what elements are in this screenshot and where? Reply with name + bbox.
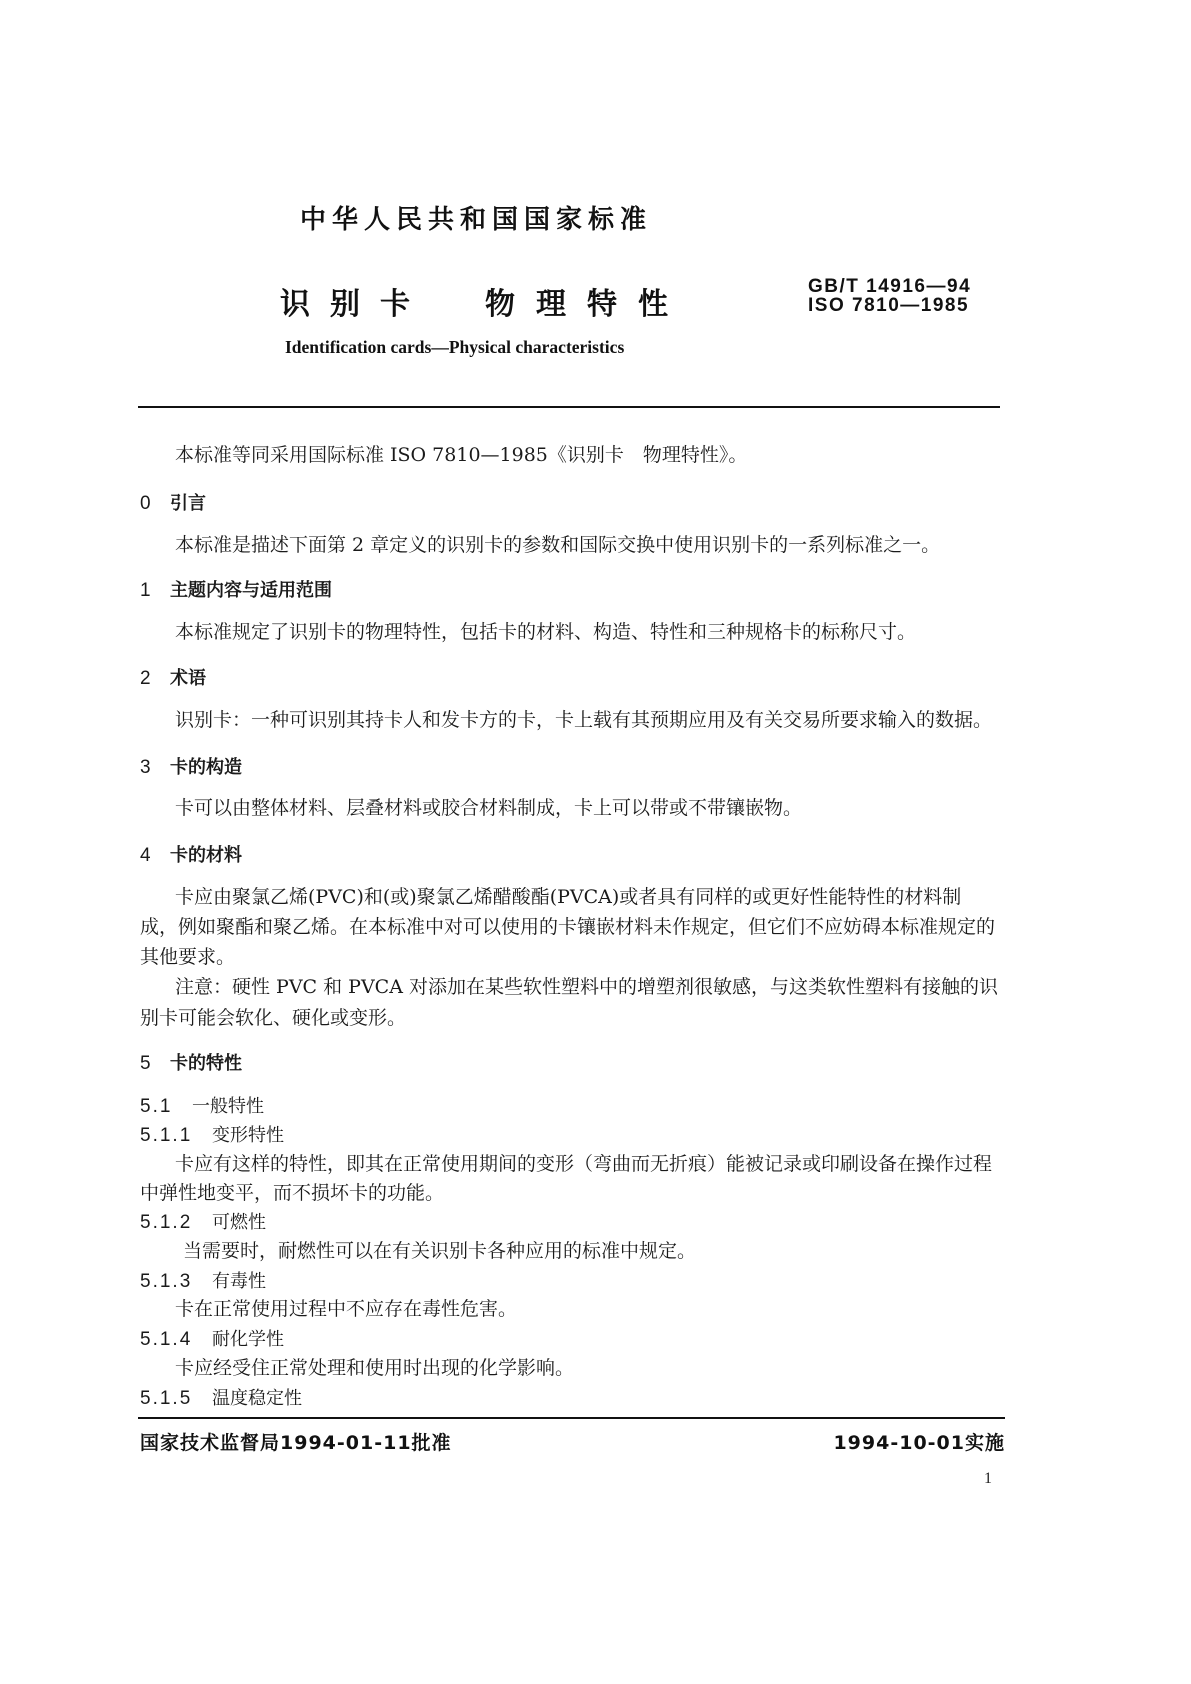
subsection-5-1-1-line: 卡应有这样的特性，即其在正常使用期间的变形（弯曲而无折痕）能被记录或印刷设备在操作过程	[175, 1153, 993, 1175]
section-title: 卡的特性	[170, 1053, 242, 1074]
effective-date: 1994-10-01实施	[833, 1432, 1005, 1454]
subsection-title: 一般特性	[192, 1096, 264, 1117]
section-title: 术语	[170, 668, 206, 689]
section-title: 卡的材料	[170, 845, 242, 866]
adoption-statement: 本标准等同采用国际标准 ISO 7810—1985《识别卡 物理特性》。	[175, 444, 748, 466]
section-heading-1	[140, 578, 1181, 603]
section-4-paragraph-line: 卡应由聚氯乙烯(PVC)和(或)聚氯乙烯醋酸酯(PVCA)或者具有同样的或更好性能特性的材料制	[175, 886, 962, 908]
section-heading-2	[140, 666, 1181, 691]
subsection-heading-5-1-4	[140, 1327, 1181, 1352]
section-number: 5	[140, 1053, 151, 1074]
subsection-number: 5.1.4	[140, 1329, 193, 1350]
section-4-paragraph-line: 成，例如聚酯和聚乙烯。在本标准中对可以使用的卡镶嵌材料未作规定，但它们不应妨碍本标准规定的	[140, 916, 996, 938]
subsection-5-1-3-paragraph: 卡在正常使用过程中不应存在毒性危害。	[175, 1298, 518, 1320]
section-number: 3	[140, 757, 151, 778]
section-title: 卡的构造	[170, 757, 242, 778]
section-4-note-line: 别卡可能会软化、硬化或变形。	[140, 1007, 407, 1029]
standard-code-iso: ISO 7810—1985	[808, 295, 970, 316]
section-number: 1	[140, 580, 151, 601]
footer-divider	[138, 1417, 1005, 1419]
subsection-title: 变形特性	[212, 1125, 284, 1146]
subsection-heading-5-1-3	[140, 1269, 1181, 1294]
section-heading-5	[140, 1051, 1181, 1076]
title-cn-part-2: 物理特性	[485, 287, 689, 322]
subsection-number: 5.1.5	[140, 1388, 193, 1409]
subsection-title: 有毒性	[212, 1271, 266, 1292]
section-heading-4	[140, 843, 1181, 868]
section-heading-0	[140, 491, 1181, 516]
subsection-number: 5.1.2	[140, 1212, 193, 1233]
national-standard-heading: 中华人民共和国国家标准	[300, 205, 653, 235]
subsection-heading-5-1-2	[140, 1210, 1181, 1235]
section-number: 2	[140, 668, 151, 689]
section-title: 主题内容与适用范围	[170, 580, 332, 601]
subsection-number: 5.1.1	[140, 1125, 193, 1146]
section-0-paragraph: 本标准是描述下面第 2 章定义的识别卡的参数和国际交换中使用识别卡的一系列标准之一。	[175, 534, 941, 556]
page-number: 1	[984, 1470, 992, 1487]
section-2-paragraph: 识别卡：一种可识别其持卡人和发卡方的卡，卡上载有其预期应用及有关交易所要求输入的数据。	[175, 709, 993, 731]
section-3-paragraph: 卡可以由整体材料、层叠材料或胶合材料制成，卡上可以带或不带镶嵌物。	[175, 797, 803, 819]
approval-date: 国家技术监督局1994-01-11批准	[140, 1432, 452, 1454]
subsection-5-1-4-paragraph: 卡应经受住正常处理和使用时出现的化学影响。	[175, 1357, 575, 1379]
section-4-paragraph-line: 其他要求。	[140, 946, 236, 968]
subsection-5-1-2-paragraph: 当需要时，耐燃性可以在有关识别卡各种应用的标准中规定。	[183, 1240, 697, 1262]
title-english: Identification cards—Physical characteristics	[285, 337, 625, 357]
subsection-heading-5-1-5	[140, 1386, 1181, 1411]
title-cn-part-1: 识别卡	[280, 287, 430, 322]
section-4-note-line: 注意：硬性 PVC 和 PVCA 对添加在某些软性塑料中的增塑剂很敏感，与这类软性塑料有接触的识	[175, 976, 998, 998]
subsection-number: 5.1	[140, 1096, 173, 1117]
subsection-number: 5.1.3	[140, 1271, 193, 1292]
section-heading-3	[140, 755, 1181, 780]
section-number: 4	[140, 845, 151, 866]
standard-code-gb: GB/T 14916—94	[808, 276, 972, 297]
section-number: 0	[140, 493, 151, 514]
subsection-title: 温度稳定性	[212, 1388, 302, 1409]
subsection-5-1-1-line: 中弹性地变平，而不损坏卡的功能。	[140, 1182, 445, 1204]
subsection-heading-5-1-1	[140, 1123, 1181, 1148]
subsection-title: 耐化学性	[212, 1329, 284, 1350]
subsection-heading-5-1	[140, 1094, 1181, 1119]
section-title: 引言	[170, 493, 206, 514]
section-1-paragraph: 本标准规定了识别卡的物理特性，包括卡的材料、构造、特性和三种规格卡的标称尺寸。	[175, 621, 917, 643]
header-divider	[138, 406, 1000, 408]
subsection-title: 可燃性	[212, 1212, 266, 1233]
